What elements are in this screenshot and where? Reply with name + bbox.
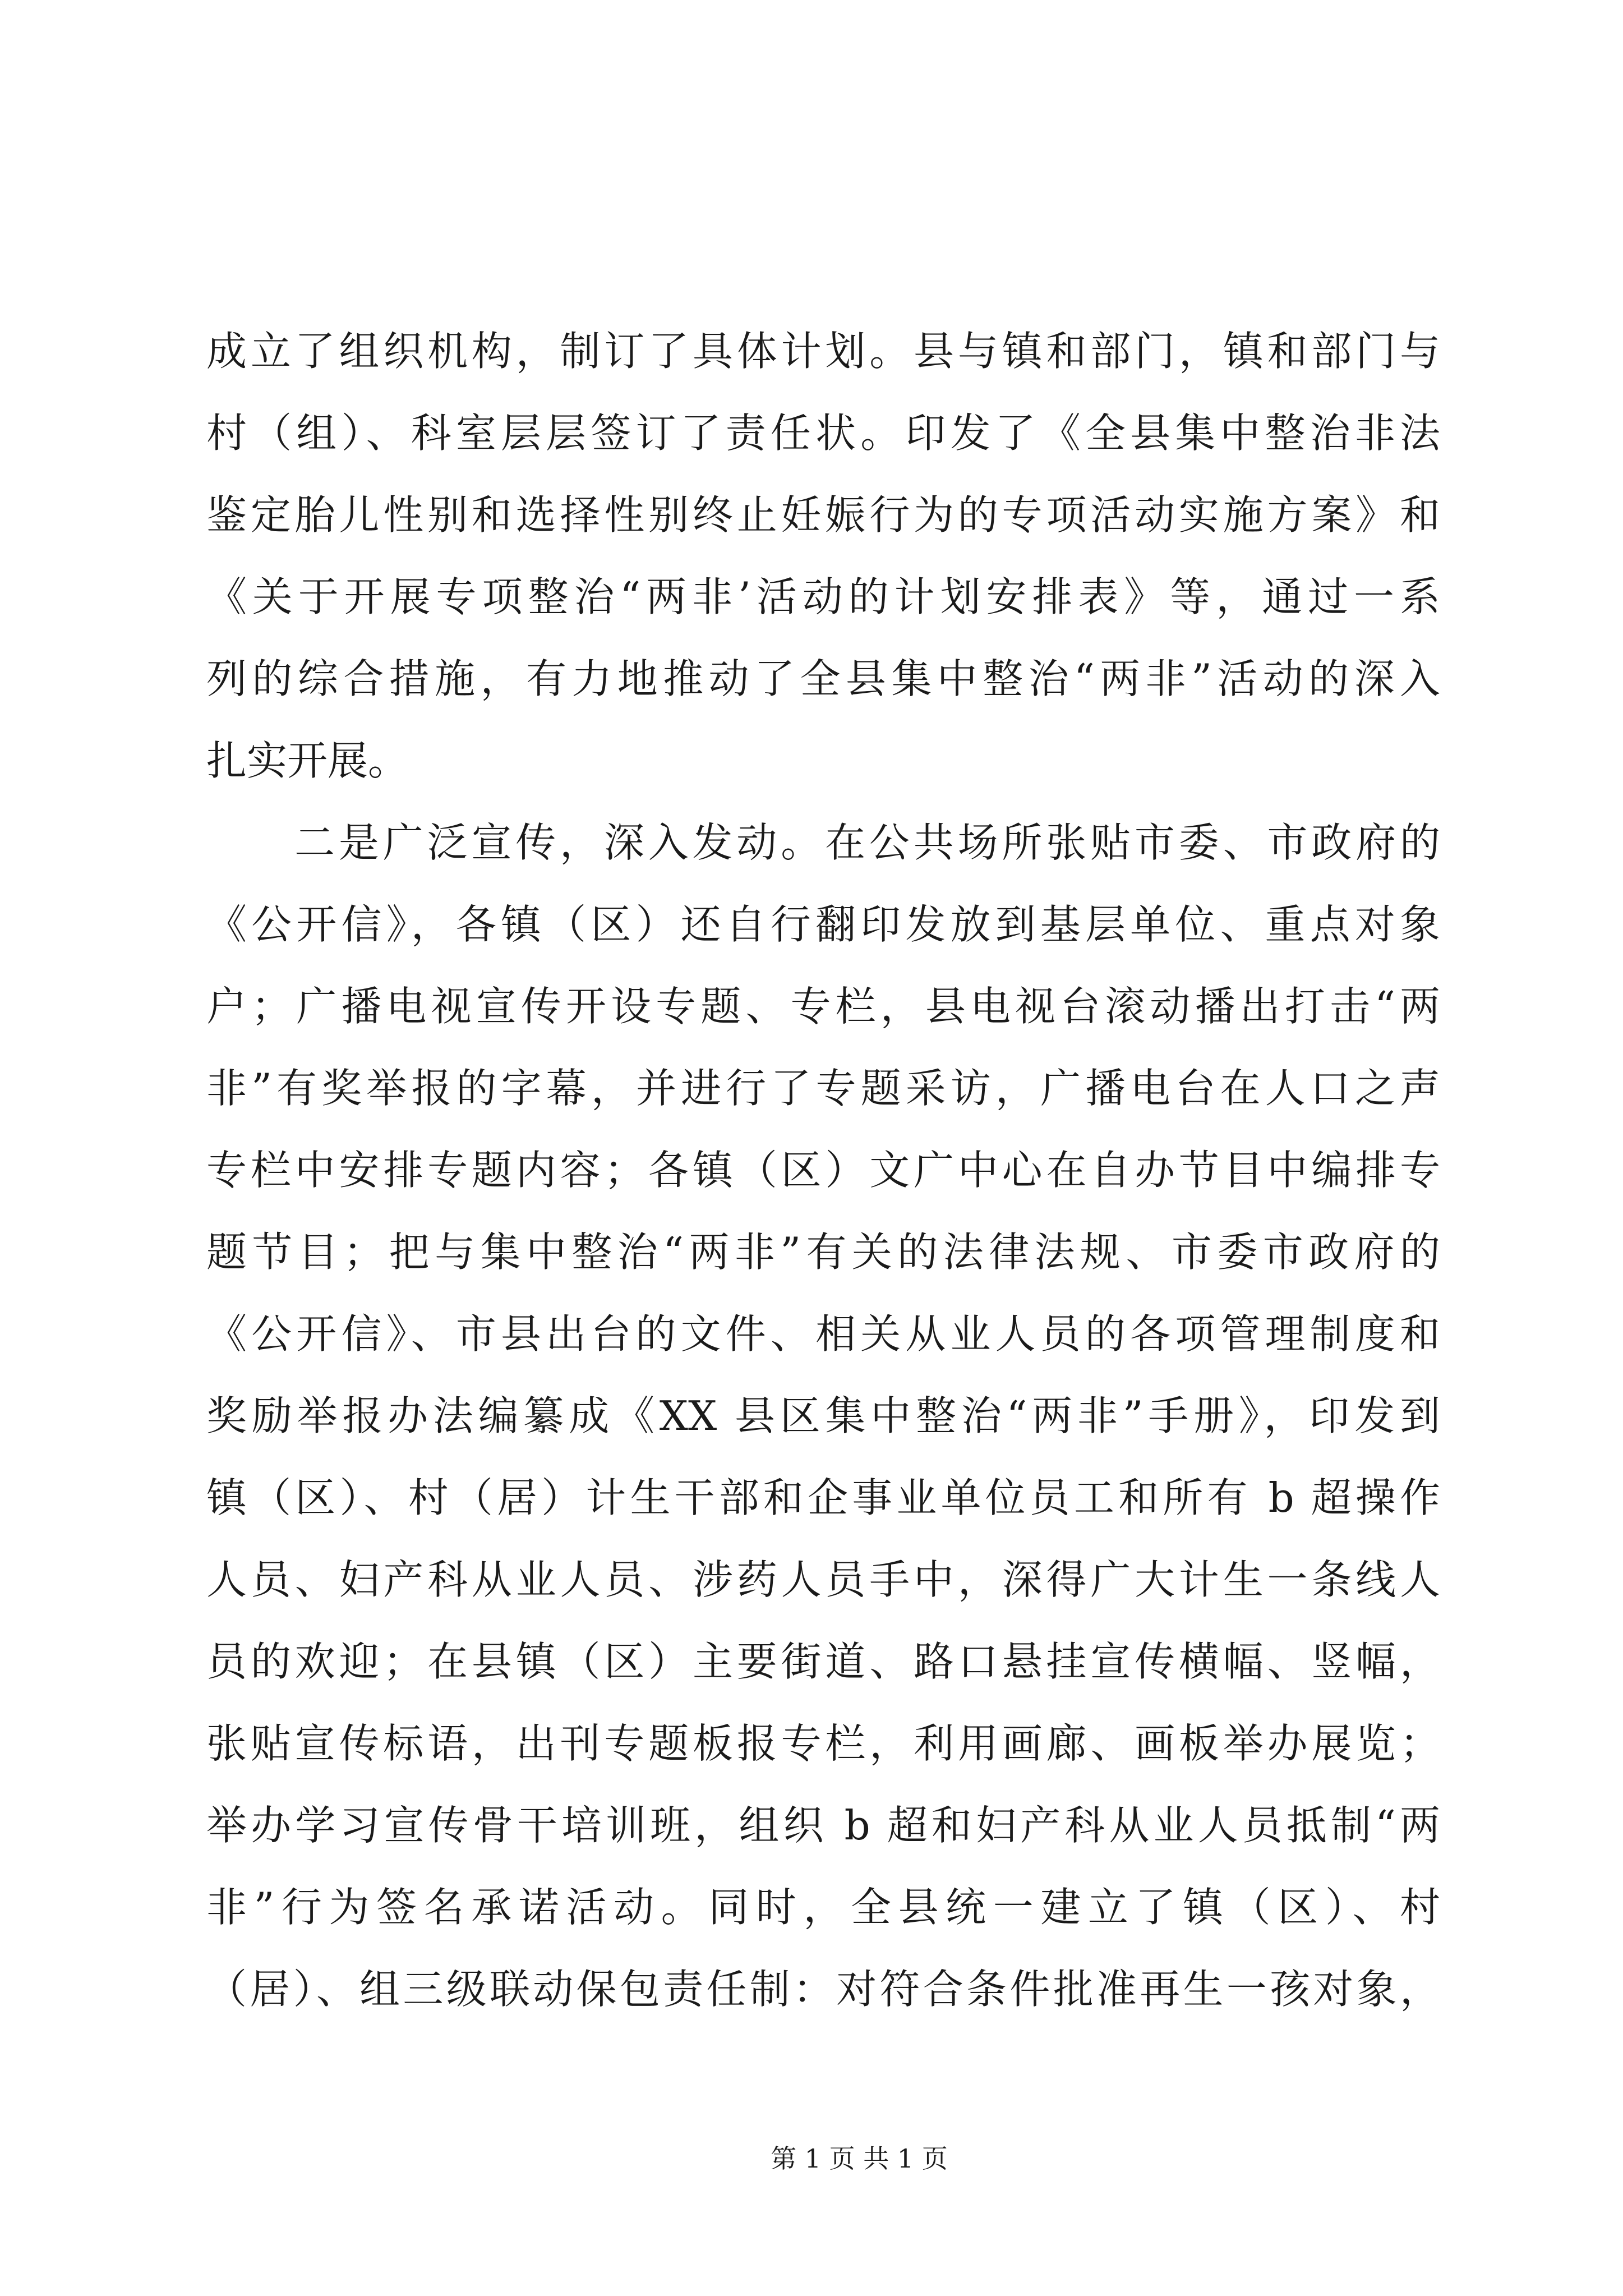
text-line: 员的欢迎；在县镇（区）主要街道、路口悬挂宣传横幅、竖幅， <box>206 1638 1440 1685</box>
body-text <box>206 310 1440 2030</box>
text-line: 成立了组织机构，制订了具体计划。县与镇和部门，镇和部门与 <box>206 328 1440 375</box>
text-line: 非”行为签名承诺活动。同时，全县统一建立了镇（区）、村 <box>206 1884 1440 1931</box>
text-line: 张贴宣传标语，出刊专题板报专栏，利用画廊、画板举办展览； <box>206 1720 1440 1767</box>
text-line: 二是广泛宣传，深入发动。在公共场所张贴市委、市政府的 <box>294 819 1440 866</box>
page-footer: 第 1 页 共 1 页 <box>771 2143 948 2174</box>
text-line: 村（组）、科室层层签订了责任状。印发了《全县集中整治非法 <box>206 409 1440 457</box>
text-line: 鉴定胎儿性别和选择性别终止妊娠行为的专项活动实施方案》和 <box>206 491 1440 539</box>
text-line: 题节目；把与集中整治“两非”有关的法律法规、市委市政府的 <box>206 1228 1440 1276</box>
text-line: 奖励举报办法编纂成《XX 县区集中整治“两非”手册》，印发到 <box>206 1392 1440 1439</box>
text-line: 《公开信》，各镇（区）还自行翻印发放到基层单位、重点对象 <box>206 901 1440 948</box>
text-line: 镇（区）、村（居）计生干部和企事业单位员工和所有 b 超操作 <box>206 1474 1440 1521</box>
text-line: 举办学习宣传骨干培训班，组织 b 超和妇产科从业人员抵制“两 <box>206 1802 1440 1849</box>
text-line: 《关于开展专项整治“两非’活动的计划安排表》等，通过一系 <box>206 573 1440 620</box>
text-line: 扎实开展。 <box>206 737 409 784</box>
text-line: 列的综合措施，有力地推动了全县集中整治“两非”活动的深入 <box>206 655 1440 702</box>
text-line: 专栏中安排专题内容；各镇（区）文广中心在自办节目中编排专 <box>206 1147 1440 1194</box>
text-line: 人员、妇产科从业人员、涉药人员手中，深得广大计生一条线人 <box>206 1556 1440 1603</box>
text-line: 《公开信》、市县出台的文件、相关从业人员的各项管理制度和 <box>206 1310 1440 1358</box>
text-line: （居）、组三级联动保包责任制：对符合条件批准再生一孩对象， <box>206 1966 1440 2013</box>
text-line: 非”有奖举报的字幕，并进行了专题采访，广播电台在人口之声 <box>206 1065 1440 1112</box>
text-line: 户；广播电视宣传开设专题、专栏，县电视台滚动播出打击“两 <box>206 983 1440 1030</box>
